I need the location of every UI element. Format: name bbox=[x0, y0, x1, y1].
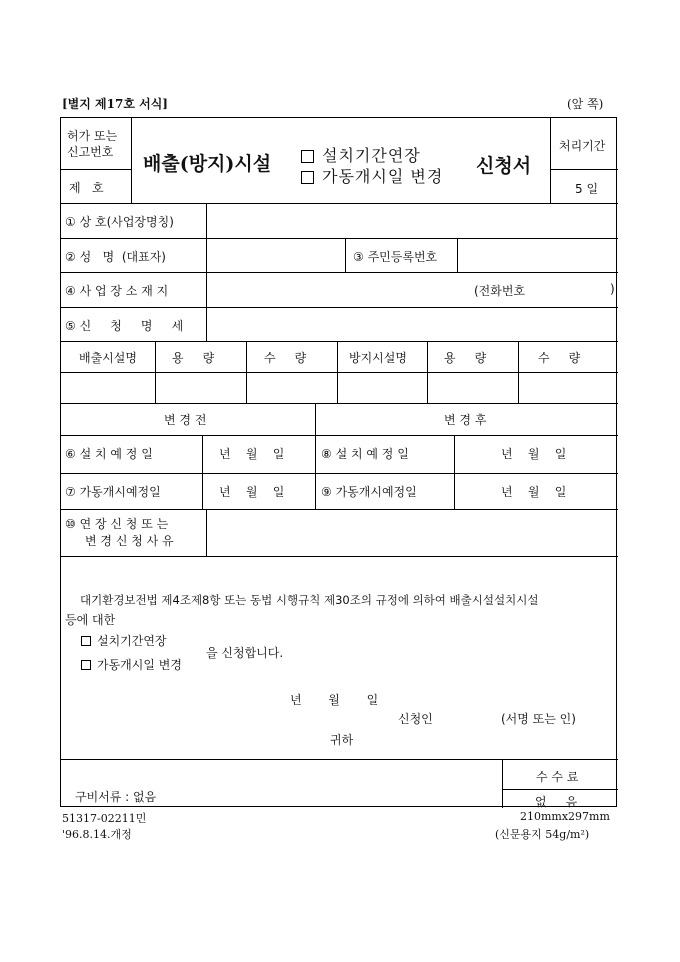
title-option-change[interactable]: 가동개시일 변경 bbox=[301, 164, 443, 187]
processing-value: 5 일 bbox=[575, 182, 599, 196]
number-label: 제 호 bbox=[69, 181, 104, 195]
form-number: [별지 제17호 서식] bbox=[62, 97, 168, 111]
declaration-text: 대기환경보전법 제4조제8항 또는 동법 시행규칙 제30조의 규정에 의하여 배출시설설치시설 bbox=[80, 593, 539, 607]
fee-label: 수 수 료 bbox=[536, 770, 579, 784]
address-label: ④ 사 업 장 소 재 지 bbox=[65, 284, 169, 298]
capacity-header-2: 용 량 bbox=[444, 351, 487, 365]
emission-facility-header: 배출시설명 bbox=[79, 351, 137, 365]
start-date-before-label: ⑦ 가동개시예정일 bbox=[65, 485, 161, 499]
name-label: ② 성 명 (대표자) bbox=[65, 250, 166, 264]
form-code: 51317-02211민 bbox=[62, 812, 147, 825]
form-title-suffix: 신청서 bbox=[476, 155, 532, 177]
checkbox-icon[interactable] bbox=[81, 660, 91, 670]
reason-label: ⑩ 연 장 신 청 또 는 변 경 신 청 사 유 bbox=[65, 517, 174, 548]
declaration-option-extension[interactable]: 설치기간연장 bbox=[81, 632, 167, 649]
resident-no-label: ③ 주민등록번호 bbox=[353, 250, 438, 264]
apply-text: 을 신청합니다. bbox=[206, 646, 284, 660]
after-change-header: 변 경 후 bbox=[444, 413, 487, 427]
title-option-extension[interactable]: 설치기간연장 bbox=[301, 143, 421, 166]
checkbox-icon[interactable] bbox=[301, 171, 314, 184]
paper-size: 210mmx297mm bbox=[520, 810, 610, 823]
start-date-before-value: 년 월 일 bbox=[219, 485, 285, 499]
declaration-option-change[interactable]: 가동개시일 변경 bbox=[81, 656, 182, 673]
application-form bbox=[60, 117, 617, 807]
paper-type: (신문용지 54g/m²) bbox=[495, 828, 590, 841]
revision-date: '96.8.14.개정 bbox=[62, 828, 132, 841]
checkbox-icon[interactable] bbox=[301, 150, 314, 163]
install-date-after-label: ⑧ 설 치 예 정 일 bbox=[321, 447, 409, 461]
prevention-facility-header: 방지시설명 bbox=[349, 351, 407, 365]
quantity-header-2: 수 량 bbox=[538, 351, 581, 365]
recipient-label: 귀하 bbox=[330, 733, 354, 747]
start-date-after-value: 년 월 일 bbox=[501, 485, 567, 499]
required-documents: 구비서류 : 없음 bbox=[75, 790, 157, 804]
install-date-before-value: 년 월 일 bbox=[219, 447, 285, 461]
declaration-date: 년 월 일 bbox=[290, 693, 379, 707]
details-label: ⑤ 신 청 명 세 bbox=[65, 319, 184, 333]
quantity-header: 수 량 bbox=[264, 351, 307, 365]
signature-label: (서명 또는 인) bbox=[501, 712, 576, 726]
start-date-after-label: ⑨ 가동개시예정일 bbox=[321, 485, 417, 499]
processing-label: 처리기간 bbox=[559, 139, 606, 153]
form-title-main: 배출(방지)시설 bbox=[143, 153, 272, 175]
page-side: (앞 쪽) bbox=[567, 97, 604, 111]
declaration-text-2: 등에 대한 bbox=[65, 613, 116, 627]
applicant-label: 신청인 bbox=[398, 712, 433, 726]
permit-label: 허가 또는 신고번호 bbox=[67, 129, 118, 159]
fee-value: 없 음 bbox=[535, 795, 578, 809]
before-change-header: 변 경 전 bbox=[164, 413, 207, 427]
capacity-header: 용 량 bbox=[172, 351, 215, 365]
company-label: ① 상 호(사업장명칭) bbox=[65, 215, 174, 229]
phone-label: (전화번호 bbox=[474, 284, 526, 298]
install-date-before-label: ⑥ 설 치 예 정 일 bbox=[65, 447, 153, 461]
checkbox-icon[interactable] bbox=[81, 636, 91, 646]
install-date-after-value: 년 월 일 bbox=[501, 447, 567, 461]
phone-close: ) bbox=[610, 282, 615, 296]
